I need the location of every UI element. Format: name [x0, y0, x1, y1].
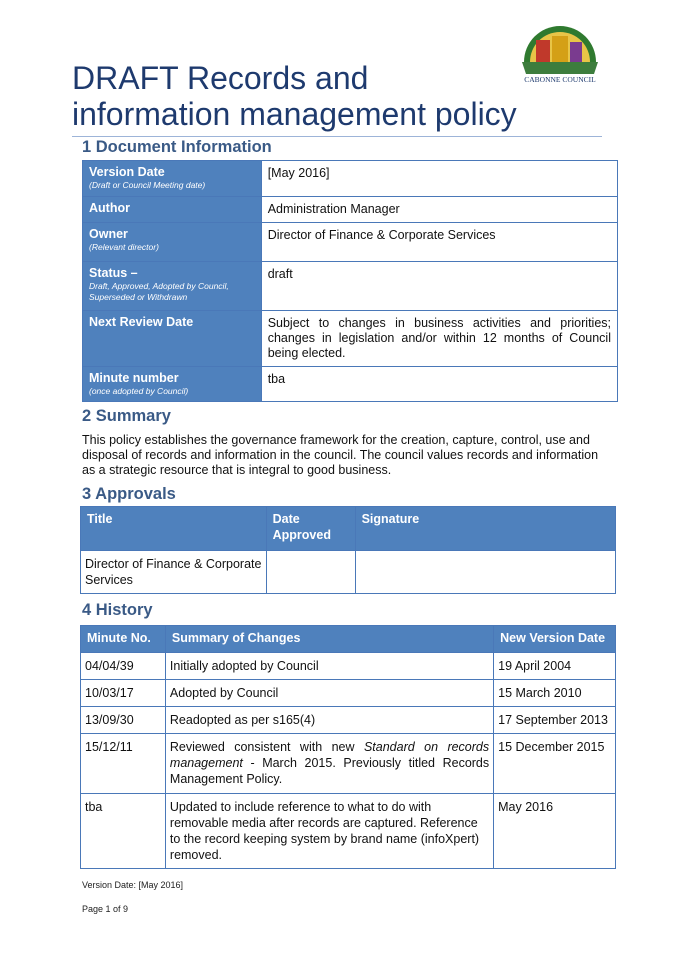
info-value: [May 2016]: [261, 161, 617, 197]
summary-text: This policy establishes the governance framework for the creation, capture, control, use and disposal of records and information in the council. The council values records and information as a strategic resource that is integral to good business.: [82, 433, 599, 477]
version-date: 17 September 2013: [494, 707, 616, 734]
produce-icon: [536, 40, 550, 62]
column-header: New Version Date: [494, 626, 616, 653]
info-value: draft: [261, 262, 617, 311]
info-value: Administration Manager: [261, 197, 617, 223]
table-row: [83, 367, 618, 402]
grape-icon: [570, 42, 582, 62]
column-header: Title: [81, 507, 267, 551]
section-heading-approvals: 3 Approvals: [82, 485, 176, 503]
section-heading-document-information: 1 Document Information: [82, 138, 272, 156]
column-header: Summary of Changes: [165, 626, 493, 653]
info-value: Director of Finance & Corporate Services: [261, 223, 617, 262]
section-heading-history: 4 History: [82, 601, 153, 619]
page-title: DRAFT Records and information management policy: [72, 60, 517, 132]
info-label: Author: [83, 197, 262, 223]
version-date: 15 December 2015: [494, 734, 616, 794]
minute-number: 15/12/11: [81, 734, 166, 794]
minute-number: 10/03/17: [81, 680, 166, 707]
column-header: Date Approved: [266, 507, 355, 551]
cabonne-council-logo: [516, 18, 604, 86]
minute-number: tba: [81, 794, 166, 869]
footer-version-date: Version Date: [May 2016]: [82, 880, 184, 890]
table-row: [81, 734, 616, 794]
info-label: Minute number (once adopted by Council): [83, 367, 262, 402]
approver-title: Director of Finance & Corporate Services: [81, 551, 267, 594]
table-row: [83, 197, 618, 223]
date-approved-cell: [266, 551, 355, 594]
section-heading-summary: 2 Summary: [82, 407, 171, 425]
change-summary: Readopted as per s165(4): [165, 707, 493, 734]
table-row: [81, 794, 616, 869]
version-date: 19 April 2004: [494, 653, 616, 680]
table-row: [83, 161, 618, 197]
version-date: May 2016: [494, 794, 616, 869]
table-row: [81, 653, 616, 680]
info-label: Owner (Relevant director): [83, 223, 262, 262]
change-summary: Updated to include reference to what to do with removable media after records are captured. Reference to the record keeping system by brand name (infoXpert) removed.: [165, 794, 493, 869]
footer-page-number: Page 1 of 9: [82, 904, 129, 914]
history-table: [80, 625, 616, 869]
column-header: Signature: [355, 507, 615, 551]
table-row: [83, 262, 618, 311]
minute-number: 13/09/30: [81, 707, 166, 734]
document-info-table: [82, 160, 618, 402]
table-row: [81, 680, 616, 707]
table-row: [83, 223, 618, 262]
info-value: Subject to changes in business activities and priorities; changes in legislation and/or within 12 months of Council being elected.: [261, 311, 617, 367]
table-row: [81, 551, 616, 594]
table-header-row: [81, 626, 616, 653]
info-label: Version Date (Draft or Council Meeting date): [83, 161, 262, 197]
change-summary: Adopted by Council: [165, 680, 493, 707]
version-date: 15 March 2010: [494, 680, 616, 707]
minute-number: 04/04/39: [81, 653, 166, 680]
info-label: Next Review Date: [83, 311, 262, 367]
change-summary: Reviewed consistent with new Standard on records management - March 2015. Previously titled Records Management Policy.: [165, 734, 493, 794]
grain-icon: [552, 36, 568, 62]
info-label: Status – Draft, Approved, Adopted by Council, Superseded or Withdrawn: [83, 262, 262, 311]
title-divider: [72, 136, 602, 137]
column-header: Minute No.: [81, 626, 166, 653]
table-row: [83, 311, 618, 367]
change-summary: Initially adopted by Council: [165, 653, 493, 680]
info-value: tba: [261, 367, 617, 402]
table-header-row: [81, 507, 616, 551]
approvals-table: [80, 506, 616, 594]
svg-text:CABONNE COUNCIL: CABONNE COUNCIL: [524, 75, 596, 84]
signature-cell: [355, 551, 615, 594]
table-row: [81, 707, 616, 734]
